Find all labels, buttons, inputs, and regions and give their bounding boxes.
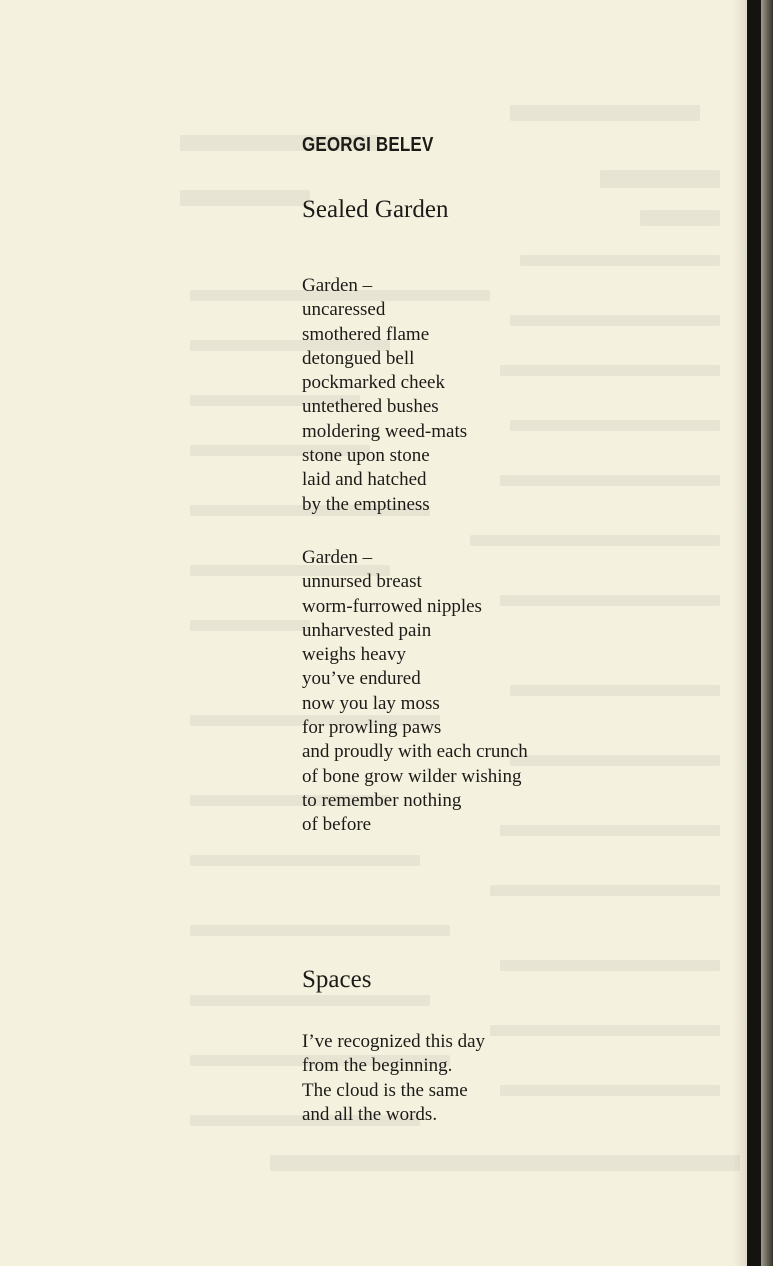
poem-line: weighs heavy xyxy=(302,644,406,666)
poem-line: I’ve recognized this day xyxy=(302,1031,486,1052)
poem-line: smothered flame xyxy=(302,323,430,345)
poem-stanza xyxy=(302,274,467,517)
poem-line: stone upon stone xyxy=(302,445,430,467)
poem-title-sealed-garden: Sealed Garden xyxy=(302,196,449,223)
poem-line: you’ve endured xyxy=(302,668,421,690)
poem-line: detongued bell xyxy=(302,347,415,369)
poem-line: Garden – xyxy=(302,275,373,296)
poem-line: uncaressed xyxy=(302,299,386,321)
poem-line: to remember nothing xyxy=(302,789,462,811)
poem-line: of bone grow wilder wishing xyxy=(302,765,522,787)
poem-line: for prowling paws xyxy=(302,717,442,739)
poem-line: pockmarked cheek xyxy=(302,372,445,394)
poem-line: worm-furrowed nipples xyxy=(302,595,482,617)
poem-line: of before xyxy=(302,814,372,836)
poem-line: Garden – xyxy=(302,547,373,568)
poem-line: now you lay moss xyxy=(302,692,440,714)
poem-line: laid and hatched xyxy=(302,469,427,491)
poem-title-spaces: Spaces xyxy=(302,966,372,993)
poem-line: moldering weed-mats xyxy=(302,420,468,442)
author-heading: GEORGI BELEV xyxy=(302,134,434,156)
poem-line: The cloud is the same xyxy=(302,1079,468,1101)
poem-line: by the emptiness xyxy=(302,493,430,515)
poem-line: unnursed breast xyxy=(302,571,422,593)
poem-stanza xyxy=(302,1030,485,1127)
book-spine-edge xyxy=(747,0,761,1266)
poem-line: from the beginning. xyxy=(302,1055,453,1077)
poem-stanza xyxy=(302,546,528,838)
poem-line: and proudly with each crunch xyxy=(302,741,528,763)
poem-line: untethered bushes xyxy=(302,396,439,418)
poem-line: and all the words. xyxy=(302,1103,438,1125)
poem-line: unharvested pain xyxy=(302,619,432,641)
